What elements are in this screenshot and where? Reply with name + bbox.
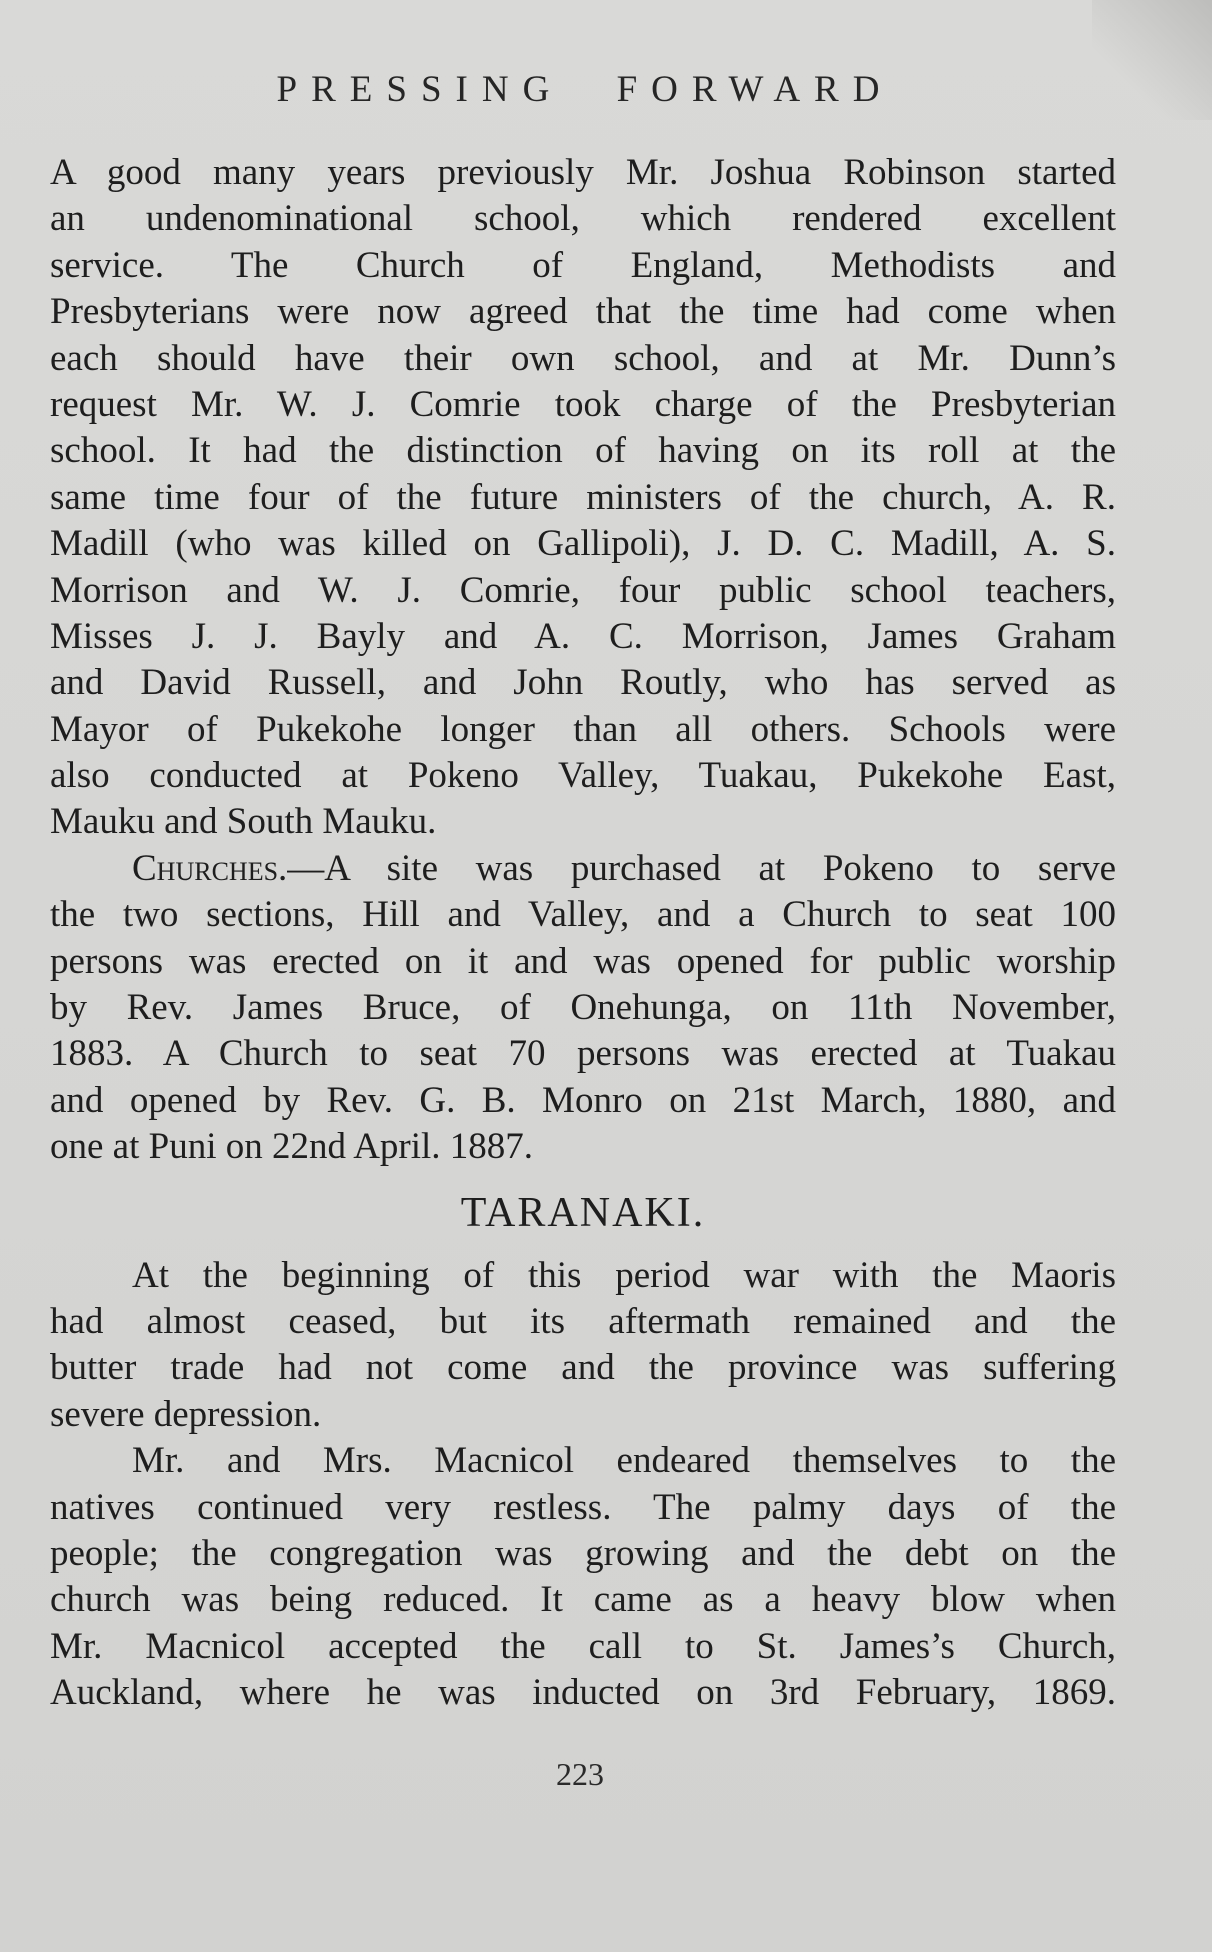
text-line: the two sections, Hill and Valley, and a Church to seat 100 xyxy=(50,894,1116,936)
text-line: Mayor of Pukekohe longer than all others. Schools were xyxy=(50,708,1116,750)
text-line: At the beginning of this period war with the Maoris xyxy=(132,1254,1116,1296)
text-line: 1883. A Church to seat 70 persons was erected at Tuakau xyxy=(50,1033,1116,1075)
text-line: also conducted at Pokeno Valley, Tuakau, Pukekohe East, xyxy=(50,755,1116,797)
text-line: school. It had the distinction of having on its roll at the xyxy=(50,430,1116,472)
running-head: PRESSING FORWARD xyxy=(276,69,894,110)
body-text xyxy=(50,150,1116,1717)
churches-first-line-rest: —A site was purchased at Pokeno to serve xyxy=(287,847,1116,889)
text-line: service. The Church of England, Methodists and xyxy=(50,244,1116,286)
text-line: one at Puni on 22nd April. 1887. xyxy=(50,1126,534,1168)
text-line: Misses J. J. Bayly and A. C. Morrison, James Graham xyxy=(50,615,1116,657)
text-line: natives continued very restless. The palmy days of the xyxy=(50,1486,1116,1528)
text-line: same time four of the future ministers of the church, A. R. xyxy=(50,476,1116,518)
text-line: Auckland, where he was inducted on 3rd February, 1869. xyxy=(50,1672,1116,1714)
text-line: church was being reduced. It came as a heavy blow when xyxy=(50,1579,1116,1621)
text-line: and David Russell, and John Routly, who has served as xyxy=(50,662,1116,704)
text-line: and opened by Rev. G. B. Monro on 21st March, 1880, and xyxy=(50,1079,1116,1121)
text-line: each should have their own school, and at Mr. Dunn’s xyxy=(50,337,1116,379)
text-line: Mauku and South Mauku. xyxy=(50,801,437,843)
text-line: Mr. and Mrs. Macnicol endeared themselves to the xyxy=(132,1440,1116,1482)
text-line: request Mr. W. J. Comrie took charge of the Presbyterian xyxy=(50,383,1116,425)
text-line: people; the congregation was growing and the debt on the xyxy=(50,1532,1116,1574)
text-line: A good many years previously Mr. Joshua Robinson started xyxy=(50,152,1116,193)
text-line: Mr. Macnicol accepted the call to St. James’s Church, xyxy=(50,1625,1116,1667)
text-line: by Rev. James Bruce, of Onehunga, on 11th November, xyxy=(50,987,1116,1029)
section-heading: TARANAKI. xyxy=(460,1189,706,1236)
text-line: butter trade had not come and the province was suffering xyxy=(50,1347,1116,1389)
text-line: persons was erected on it and was opened for public worship xyxy=(50,940,1116,982)
text-line: Morrison and W. J. Comrie, four public school teachers, xyxy=(50,569,1116,611)
page-number: 223 xyxy=(556,1756,604,1792)
text-line: had almost ceased, but its aftermath remained and the xyxy=(50,1300,1116,1342)
churches-lead: Churches. xyxy=(132,847,288,889)
text-line: an undenominational school, which rendered excellent xyxy=(50,198,1116,240)
text-line: severe depression. xyxy=(50,1393,322,1435)
text-line: Presbyterians were now agreed that the time had come when xyxy=(50,291,1116,333)
text-line: Madill (who was killed on Gallipoli), J. D. C. Madill, A. S. xyxy=(50,523,1116,565)
churches-first-line xyxy=(50,846,1116,892)
